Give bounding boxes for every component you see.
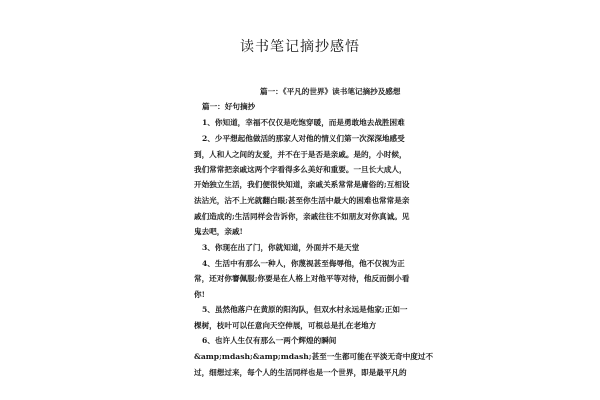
text-line: 6、也许人生仅有那么一两个辉煌的瞬间 [202,336,337,345]
page-title: 读书笔记摘抄感悟 [240,39,360,55]
text-line: 3、你现在出了门，你就知道，外面并不是天堂 [202,243,360,252]
text-line: 鬼去吧，亲戚! [194,227,243,236]
text-line: 你! [194,290,205,299]
subsection-heading: 篇一：好句摘抄 [202,102,256,111]
text-line: 常，还对你謇佩服;你要是在人格上对他平等对待，他反而倒小看 [194,274,410,283]
text-line: &amp;mdash;&amp;mdash;甚至一生都可能在平淡无奇中度过不 [194,352,434,361]
text-line: 1、你知道，幸福不仅仅是吃饱穿暖，而是勇敢地去战胜困难 [202,118,405,127]
text-line: 棵树，枝叶可以任意向天空伸展，可根总是扎在老地方 [194,321,377,330]
text-line: 过，细想过来，每个人的生活同样也是一个世界，即是最平凡的 [194,368,407,377]
text-line: 到，人和人之间的友爱，并不在于是否是亲戚。是的，小时候， [194,150,407,159]
section-heading: 篇一：《平凡的世界》读书笔记摘抄及感想 [260,87,401,96]
text-line: 4、生活中有那么一种人，你蔑视甚至侮辱他，他不仅视为正 [202,259,405,268]
text-line: 我们常常把亲戚这两个字看得多么美好和重要。一旦长大成人， [194,165,407,174]
text-line: 开始独立生活，我们便很快知道，亲戚关系常常是庸俗的;互相设 [194,180,410,189]
text-line: 法沾光，沾不上光就翻白眼;甚至你生活中最大的困难也常常是亲 [194,196,410,205]
text-line: 2、少平想起他做活的那家人对他的情义们第一次深深地感受 [202,134,405,143]
text-line: 5、虽然他落户在黄原的阳沟队，但双水村永远是他家;正如一 [202,305,408,314]
text-line: 戚们造成的;生活同样会告诉你，亲戚往往不如朋友对你真诚。见 [194,212,410,221]
